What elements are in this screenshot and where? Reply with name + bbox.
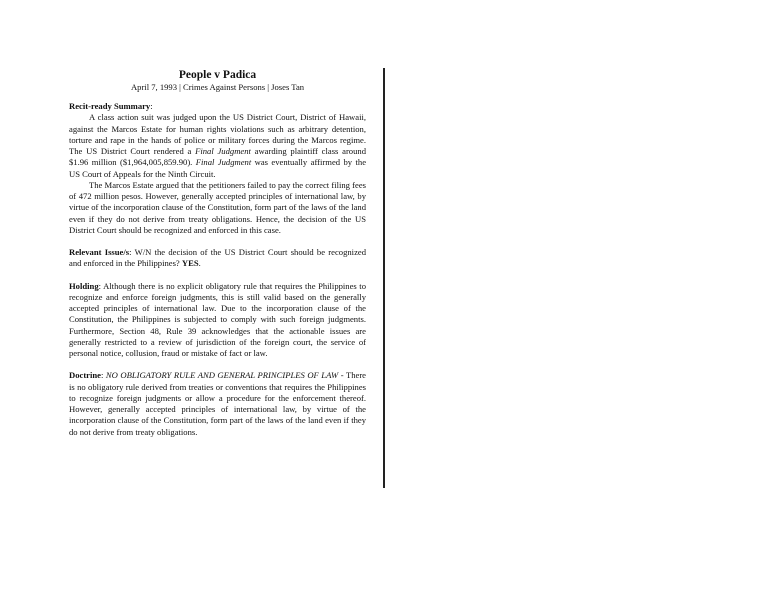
issues-answer: YES — [181, 258, 199, 269]
document-title: People v Padica — [178, 69, 257, 81]
issues-label: Relevant Issue/s — [69, 247, 130, 257]
summary-label: Recit-ready Summary — [69, 101, 151, 111]
doctrine-heading: NO OBLIGATORY RULE AND GENERAL PRINCIPLES OF LAW — [105, 370, 339, 381]
summary-paragraph-1: A class action suit was judged upon the US District Court, District of Hawaii, against the Marcos Estate for human rights violations such as arbitrary detention, torture and rape in the hands of police or military forces during the Marcos regime. The US District Court rendered a Final Judgment awarding plaintiff class around $1.96 million ($1,964,005,859.90). Final Judgment was eventually affirmed by the US Court of Appeals for the Ninth Circuit. — [69, 112, 367, 179]
summary-section: Recit-ready Summary: A class action suit was judged upon the US District Court, District of Hawaii, against the Marcos Estate for human rights violations such as arbitrary detention, torture and rape in the hands of police or military forces during the Marcos regime. The US District Court rendered a Final Judgment awarding plaintiff class around $1.96 million ($1,964,005,859.90). Final Judgment was eventually affirmed by the US Court of Appeals for the Ninth Circuit. The Marcos Estate argued that the petitioners failed to pay the correct filing fees of 472 million pesos. However, generally accepted principles of international law, by virtue of the incorporation clause of the Constitution, form part of the laws of the land even if they do not derive from treaty obligations. Hence, the decision of the US District Court should be recognized and enforced in this case. — [69, 101, 367, 235]
vertical-divider — [383, 68, 385, 488]
doctrine-section: Doctrine: NO OBLIGATORY RULE AND GENERAL PRINCIPLES OF LAW - There is no obligatory rule derived from treaties or conventions that requires the Philippines to recognize foreign judgments or allow a procedure for the enforcement thereof. However, generally accepted principles of international law, by virtue of the incorporation clause of the Constitution, form part of the laws of the land even if they do not derive from treaty obligations. — [69, 370, 366, 437]
doctrine-label: Doctrine — [69, 370, 101, 381]
issues-text: : W/N the decision of the US District Court should be recognized and enforced in the Philippines? — [69, 247, 366, 269]
summary-paragraph-2: The Marcos Estate argued that the petitioners failed to pay the correct filing fees of 472 million pesos. However, generally accepted principles of international law, by virtue of the incorporation clause of the Constitution, form part of the laws of the land even if they do not derive from treaty obligations. Hence, the decision of the US District Court should be recognized and enforced in this case. — [69, 179, 366, 235]
document-subtitle: April 7, 1993 | Crimes Against Persons | Joses Tan — [130, 82, 305, 92]
holding-text: : Although there is no explicit obligatory rule that requires the Philippines to recognize and enforce foreign judgments, this is still valid based on the generally accepted principles of international law. Due to the incorporation clause of the Constitution, the Philippines is subjected to comply with such foreign judgments. Furthermore, Section 48, Rule 39 acknowledges that the actionable issues are generally restricted to a review of jurisdiction of the foreign court, the service of personal notice, collusion, fraud or mistake of fact or law. — [69, 280, 366, 358]
holding-label: Holding — [69, 280, 99, 291]
document-page — [69, 68, 366, 438]
holding-section — [69, 281, 366, 360]
issues-section: Relevant Issue/s: W/N the decision of the US District Court should be recognized and enforced in the Philippines? YES. — [69, 247, 366, 269]
doctrine-text: - There is no obligatory rule derived from treaties or conventions that requires the Philippines to recognize foreign judgments or allow a procedure for the enforcement thereof. However, generally accepted principles of international law, by virtue of the incorporation clause of the Constitution, form part of the laws of the land even if they do not derive from treaty obligations. — [69, 370, 366, 437]
